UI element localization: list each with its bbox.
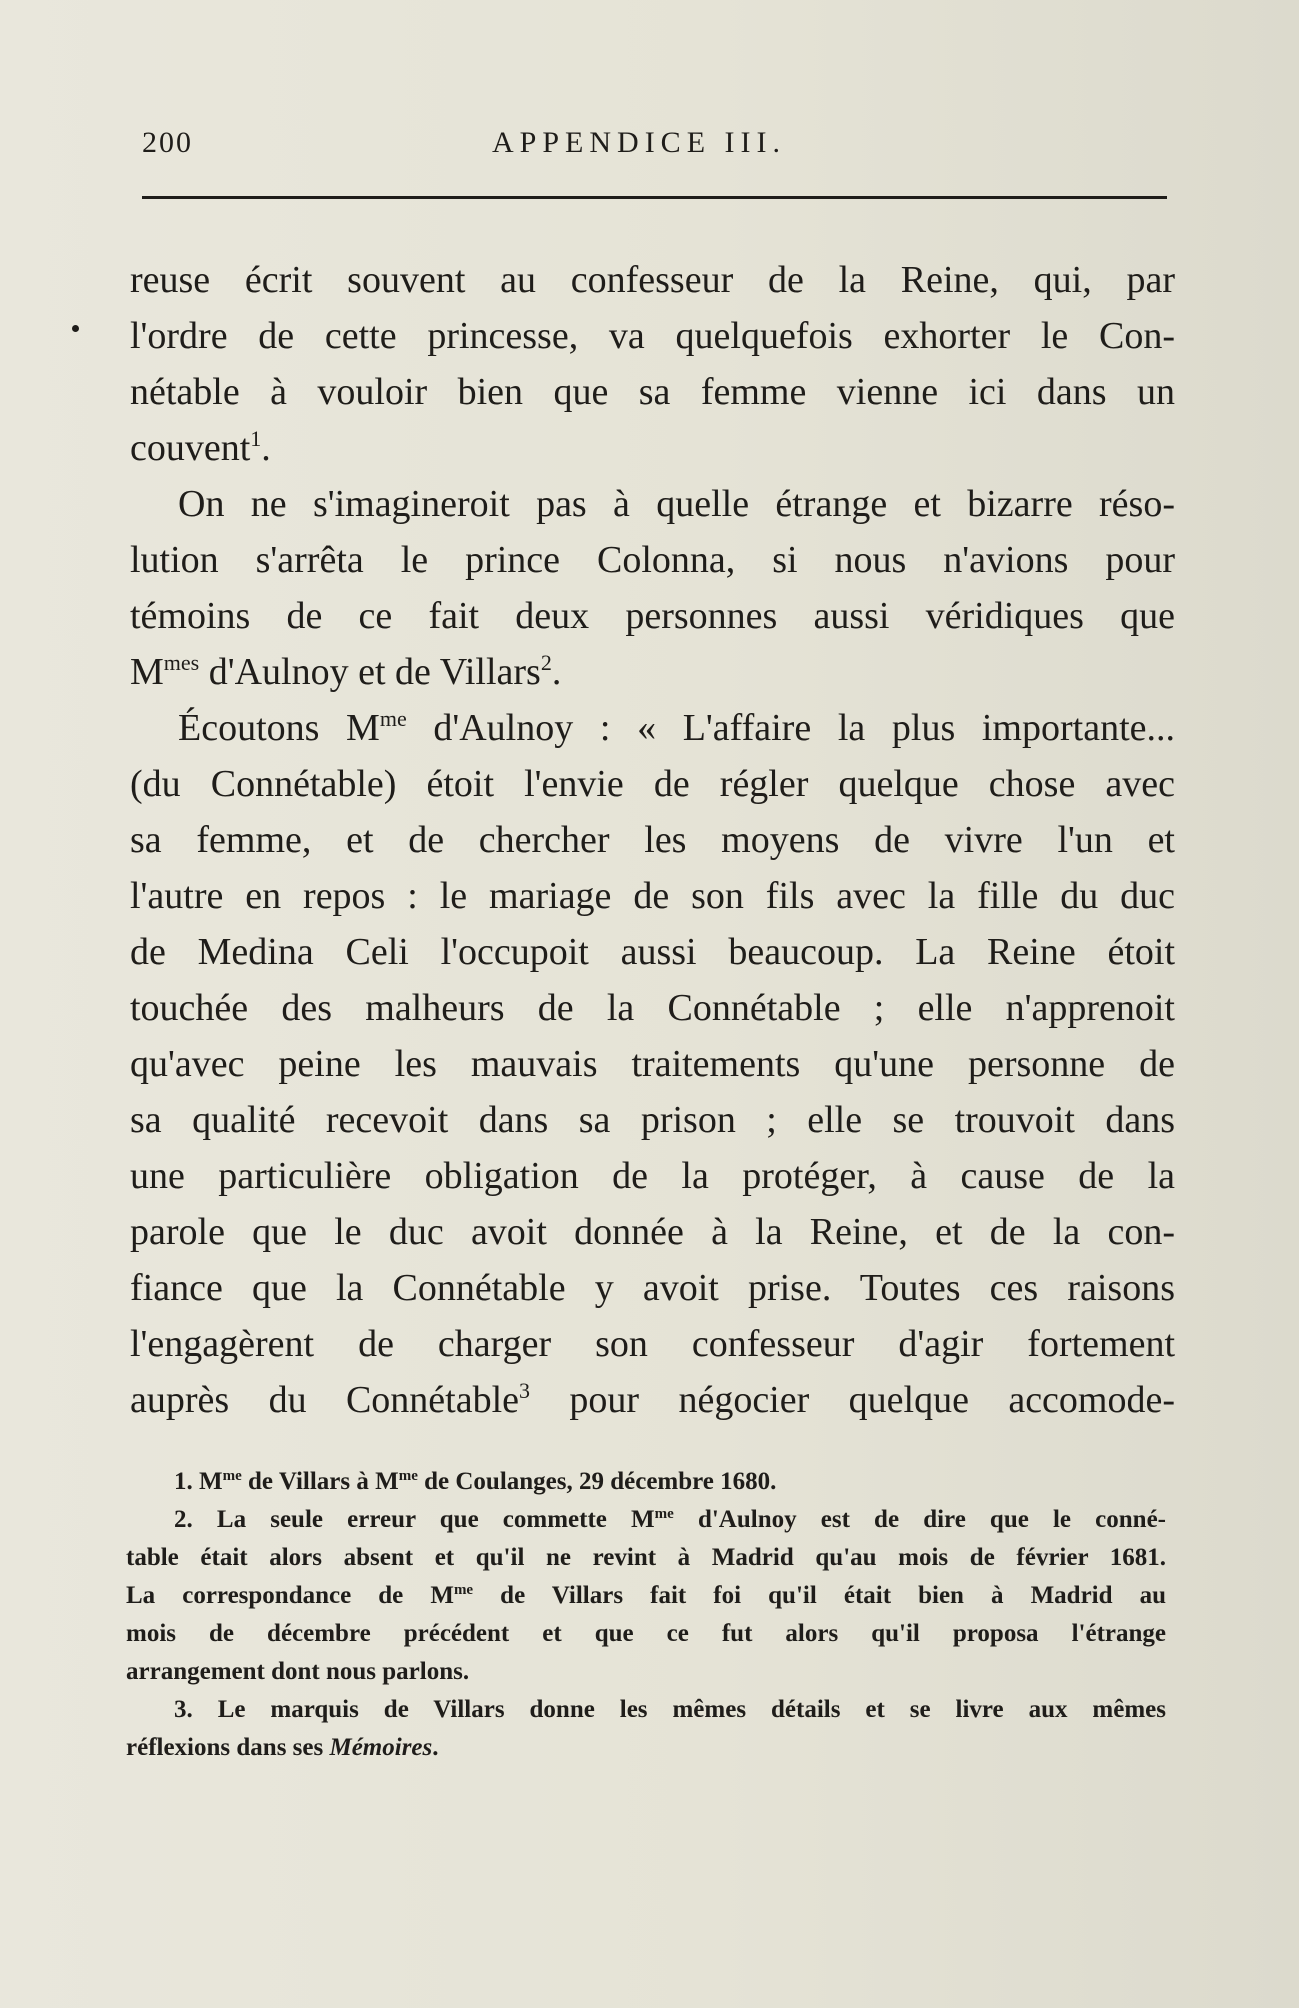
footnotes (126, 1463, 1166, 1767)
footnote-text-run: de Coulanges, 29 décembre 1680. (424, 1468, 777, 1495)
footnote-text-run: réflexions dans ses (126, 1734, 324, 1761)
footnote-2-line: mois de décembre précédent et que ce fut alors qu'il proposa l'étrange (126, 1620, 1166, 1647)
footnote-text-run: de Villars fait foi qu'il était bien à Madrid au (500, 1582, 1166, 1609)
body-line: nétable à vouloir bien que sa femme vienne ici dans un (130, 371, 1175, 413)
footnote-text-run: 1. M (174, 1468, 223, 1495)
superscript-me: me (379, 706, 407, 731)
footnote-2-line (126, 1577, 1166, 1615)
space (407, 707, 434, 749)
body-text (130, 252, 1175, 1428)
space (674, 1506, 698, 1533)
body-line: l'engagèrent de charger son confesseur d'agir fortement (130, 1323, 1175, 1365)
body-text-run: M (130, 651, 164, 693)
footnote-ref-2: 2 (540, 650, 552, 675)
body-text-run: couvent (130, 427, 251, 469)
body-line: l'autre en repos : le mariage de son fils avec la fille du duc (130, 875, 1175, 917)
running-head (142, 126, 1167, 166)
punctuation: . (432, 1734, 439, 1761)
margin-mark (72, 325, 79, 332)
body-text-run: pour négocier quelque accomode- (569, 1379, 1176, 1421)
space (199, 651, 209, 693)
italic-title: Mémoires (329, 1734, 433, 1761)
footnote-text-run: 2. La seule erreur que commette M (174, 1506, 655, 1533)
body-line: sa qualité recevoit dans sa prison ; elle se trouvoit dans (130, 1099, 1175, 1141)
body-text-run: d'Aulnoy et de Villars (208, 651, 541, 693)
body-line: qu'avec peine les mauvais traitements qu'une personne de (130, 1043, 1175, 1085)
punctuation: . (261, 427, 271, 469)
footnote-2-line: table était alors absent et qu'il ne revint à Madrid qu'au mois de février 1681. (126, 1544, 1166, 1571)
body-line: sa femme, et de chercher les moyens de vivre l'un et (130, 819, 1175, 861)
body-line (130, 420, 1175, 476)
running-title: APPENDICE III. (492, 126, 786, 159)
body-text-run: Écoutons M (178, 707, 380, 749)
body-line: témoins de ce fait deux personnes aussi véridiques que (130, 595, 1175, 637)
space (473, 1582, 500, 1609)
body-text-run: auprès du Connétable (130, 1379, 520, 1421)
superscript-me: me (398, 1468, 418, 1484)
superscript-mes: mes (163, 650, 200, 675)
footnote-text-run: de Villars à M (248, 1468, 399, 1495)
punctuation: . (551, 651, 562, 693)
footnote-1 (126, 1463, 1166, 1501)
footnote-2-line (126, 1501, 1166, 1539)
superscript-me: me (453, 1582, 474, 1598)
body-line: une particulière obligation de la protéger, à cause de la (130, 1155, 1175, 1197)
header-rule (142, 196, 1167, 199)
body-line: fiance que la Connétable y avoit prise. Toutes ces raisons (130, 1267, 1175, 1309)
page-number: 200 (142, 126, 193, 159)
footnote-ref-1: 1 (250, 426, 262, 451)
body-line: parole que le duc avoit donnée à la Reine, et de la con- (130, 1211, 1175, 1253)
body-line (130, 1372, 1175, 1428)
body-text-run: d'Aulnoy : « L'affaire la plus importante... (433, 707, 1175, 749)
body-line: (du Connétable) étoit l'envie de régler quelque chose avec (130, 763, 1175, 805)
footnote-3-line: 3. Le marquis de Villars donne les mêmes détails et se livre aux mêmes (174, 1696, 1166, 1723)
body-line: reuse écrit souvent au confesseur de la Reine, qui, par (130, 259, 1175, 301)
body-line: de Medina Celi l'occupoit aussi beaucoup. La Reine étoit (130, 931, 1175, 973)
superscript-me: me (654, 1506, 674, 1522)
body-line: On ne s'imagineroit pas à quelle étrange et bizarre réso- (178, 483, 1175, 525)
footnote-3-line (126, 1729, 1166, 1767)
body-line: l'ordre de cette princesse, va quelquefois exhorter le Con- (130, 315, 1175, 357)
body-line (130, 644, 1175, 700)
body-line: lution s'arrêta le prince Colonna, si nous n'avions pour (130, 539, 1175, 581)
footnote-text-run: La correspondance de M (126, 1582, 454, 1609)
footnote-2-line: arrangement dont nous parlons. (126, 1658, 470, 1685)
body-line (130, 700, 1175, 756)
body-line: touchée des malheurs de la Connétable ; elle n'apprenoit (130, 987, 1175, 1029)
footnote-ref-3: 3 (519, 1378, 531, 1403)
footnote-text-run: d'Aulnoy est de dire que le conné- (697, 1506, 1166, 1533)
superscript-me: me (222, 1468, 242, 1484)
